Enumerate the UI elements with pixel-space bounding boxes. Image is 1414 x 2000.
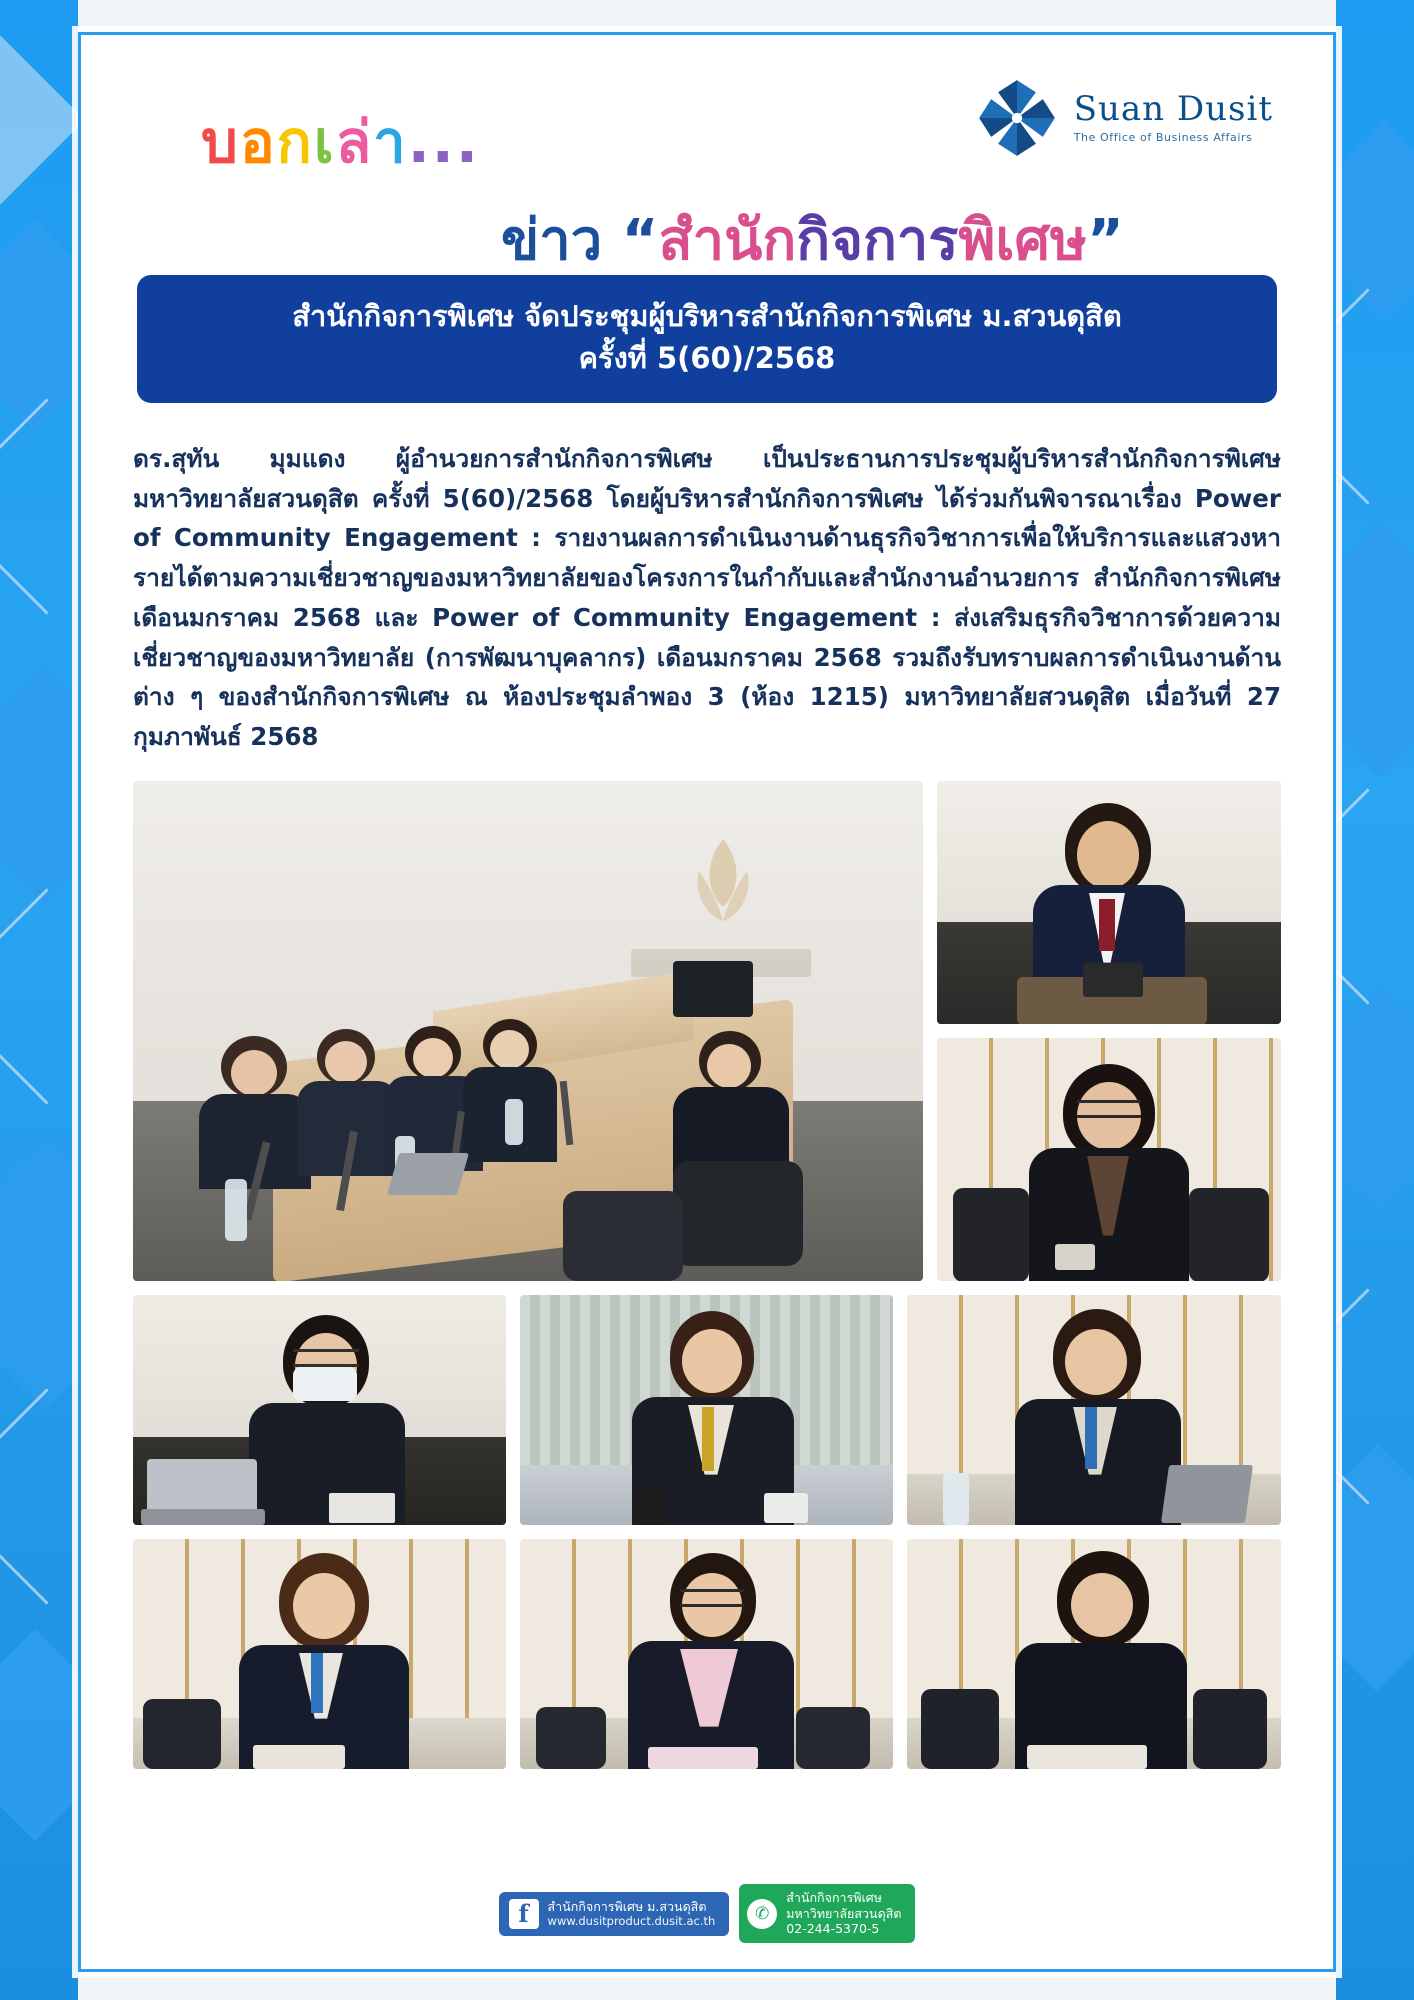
photo-gallery (133, 781, 1281, 1769)
photo-executive-3 (520, 1295, 893, 1525)
phone-badge[interactable] (739, 1884, 915, 1943)
photo-row-2 (133, 1295, 1281, 1525)
headline-bokelao: บอกเล่า... (201, 108, 480, 176)
photo-row-1 (133, 781, 1281, 1281)
article-paragraph: ดร.สุทัน มุมแดง ผู้อำนวยการสำนักกิจการพิเศษ เป็นประธานการประชุมผู้บริหารสำนักกิจการพิเศษ มหาวิทยาลัยสวนดุสิต ครั้งที่ 5(60)/2568 โดยผู้บริหารสำนักกิจการพิเศษ ได้ร่วมกันพิจารณาเรื่อง Power of Community Engagement : รายงานผลการดำเนินงานด้านธุรกิจวิชาการเพื่อให้บริการและแสวงหารายได้ตามความเชี่ยวชาญของมหาวิทยาลัยของโครงการในกำกับและสำนักงานอำนวยการ สำนักกิจการพิเศษ เดือนมกราคม 2568 และ Power of Community Engagement : ส่งเสริมธุรกิจวิชาการด้วยความเชี่ยวชาญของมหาวิทยาลัย (การพัฒนาบุคลากร) เดือนมกราคม 2568 รวมถึงรับทราบผลการดำเนินงานด้านต่าง ๆ ของสำนักกิจการพิเศษ ณ ห้องประชุมลำพอง 3 (ห้อง 1215) มหาวิทยาลัยสวนดุสิต เมื่อวันที่ 27 กุมภาพันธ์ 2568 (133, 444, 1281, 751)
photo-executive-1 (937, 1038, 1281, 1281)
facebook-page-name: สำนักกิจการพิเศษ ม.สวนดุสิต (547, 1898, 707, 1914)
title-bar (137, 275, 1277, 403)
title-line-2: ครั้งที่ 5(60)/2568 (578, 341, 836, 376)
office-name-line-2: มหาวิทยาลัยสวนดุสิต (786, 1905, 902, 1921)
photo-executive-6 (520, 1539, 893, 1769)
office-name-line-1: สำนักกิจการพิเศษ (786, 1890, 882, 1906)
photo-executive-5 (133, 1539, 506, 1769)
photo-meeting-room-wide (133, 781, 923, 1281)
suan-dusit-logo (974, 75, 1273, 161)
photo-executive-4 (907, 1295, 1281, 1525)
facebook-url: www.dusitproduct.dusit.ac.th (547, 1914, 716, 1929)
photo-director-male (937, 781, 1281, 1024)
logo-tagline: The Office of Business Affairs (1073, 130, 1253, 144)
office-phone-number: 02-244-5370-5 (786, 1921, 880, 1937)
headline-khao: ข่าว “สำนักกิจการพิเศษ” (501, 208, 1124, 273)
facebook-badge[interactable] (499, 1892, 730, 1936)
title-line-1: สำนักกิจการพิเศษ จัดประชุมผู้บริหารสำนักกิจการพิเศษ ม.สวนดุสิต (292, 299, 1122, 333)
facebook-icon: f (509, 1899, 539, 1929)
phone-icon: ✆ (747, 1899, 777, 1929)
poster-header (81, 35, 1333, 285)
logo-name: Suan Dusit (1073, 89, 1273, 130)
photo-executive-2 (133, 1295, 506, 1525)
photo-executive-7 (907, 1539, 1281, 1769)
poster-page (78, 32, 1336, 1972)
poster-footer (81, 1884, 1333, 1943)
photo-row-3 (133, 1539, 1281, 1769)
pinwheel-icon (974, 75, 1060, 161)
